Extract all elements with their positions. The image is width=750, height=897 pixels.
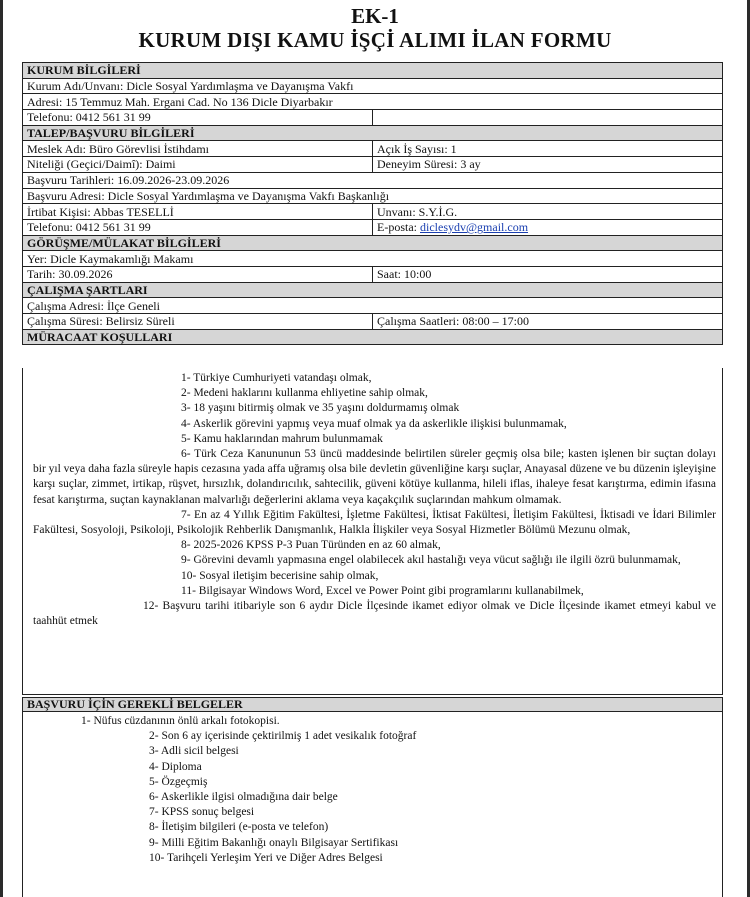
list-item: 8- 2025-2026 KPSS P-3 Puan Türünden en az 60 almak,	[181, 539, 441, 552]
info-table	[22, 62, 723, 345]
list-item: 6- Türk Ceza Kanununun 53 üncü maddesinde belirtilen süreler geçmiş olsa bile; kasten işlenen bir suçtan dolayı bir yıl veya daha fazla süreyle hapis cezasına yada affa uğramış olsa bile devletin güvenliğine karşı suçlar, Anayasal düzene ve bu düzenin işleyişine karşı suçlar, zimmet, irtikap, rüşvet, hırsızlık, dolandırıcılık, sahtecilik, güveni kötüye kullanma, hileli iflas, ihaleye fesat karıştırma, edimin ifasına fesat karıştırma, suçtan kaynaklanan malvarlığı değerlerini aklama veya kaçakçılık suçlarından mahkum olmamak.	[33, 448, 717, 506]
list-item: 11- Bilgisayar Windows Word, Excel ve Power Point gibi programlarını kullanabilmek,	[181, 584, 584, 597]
section-gorusme: GÖRÜŞME/MÜLAKAT BİLGİLERİ	[23, 235, 723, 251]
row-tarih-saat: Tarih: 30.09.2026 Saat: 10:00	[23, 266, 723, 282]
list-item: 1- Nüfus cüzdanının önlü arkalı fotokopisi.	[81, 715, 280, 727]
list-item: 7- KPSS sonuç belgesi	[149, 806, 255, 819]
list-item: 9- Görevini devamlı yapmasına engel olabilecek akıl hastalığı veya vücut sağlığı ile ilgili özrü bulunmamak,	[181, 554, 681, 567]
list-item: 6- Askerlikle ilgisi olmadığına dair belge	[149, 791, 338, 804]
list-item: 8- İletişim bilgileri (e-posta ve telefon)	[149, 821, 329, 834]
row-kurum-adi: Kurum Adı/Unvanı: Dicle Sosyal Yardımlaşma ve Dayanışma Vakfı	[23, 78, 723, 94]
list-item: 2- Son 6 ay içerisinde çektirilmiş 1 adet vesikalık fotoğraf	[149, 730, 417, 743]
form-title: KURUM DIŞI KAMU İŞÇİ ALIMI İLAN FORMU	[138, 28, 612, 52]
list-item: 12- Başvuru tarihi itibariyle son 6 aydır Dicle İlçesinde ikamet ediyor olmak ve Dicle İlçesinde ikamet etmeyi kabul ve taahhüt etmek	[33, 600, 716, 628]
list-item: 5- Kamu haklarından mahrum bulunmamak	[181, 432, 383, 445]
row-kurum-telefon: Telefonu: 0412 561 31 99	[23, 110, 723, 126]
row-nitelik: Niteliği (Geçici/Daimî): Daimi Deneyim Süresi: 3 ay	[23, 157, 723, 173]
section-calisma: ÇALIŞMA ŞARTLARI	[23, 282, 723, 298]
section-muracaat: MÜRACAAT KOŞULLARI	[23, 329, 723, 345]
section-belgeler: BAŞVURU İÇİN GEREKLİ BELGELER	[22, 697, 723, 712]
list-item: 3- 18 yaşını bitirmiş olmak ve 35 yaşını doldurmamış olmak	[181, 402, 460, 415]
row-talep-telefon: Telefonu: 0412 561 31 99 E-posta: diclesydv@gmail.com	[23, 219, 723, 235]
list-item: 3- Adli sicil belgesi	[149, 745, 239, 758]
list-item: 4- Diploma	[149, 760, 202, 773]
row-meslek: Meslek Adı: Büro Görevlisi İstihdamı Açık İş Sayısı: 1	[23, 141, 723, 157]
row-basvuru-adresi: Başvuru Adresi: Dicle Sosyal Yardımlaşma ve Dayanışma Vakfı Başkanlığı	[23, 188, 723, 204]
row-irtibat: İrtibat Kişisi: Abbas TESELLİ Unvanı: S.Y.İ.G.	[23, 204, 723, 220]
list-item: 4- Askerlik görevini yapmış veya muaf olmak ya da askerlikle ilişkisi bulunmamak,	[181, 417, 567, 430]
list-item: 5- Özgeçmiş	[149, 775, 208, 788]
list-item: 1- Türkiye Cumhuriyeti vatandaşı olmak,	[181, 372, 372, 384]
row-calisma-suresi: Çalışma Süresi: Belirsiz Süreli Çalışma Saatleri: 08:00 – 17:00	[23, 314, 723, 330]
section-talep: TALEP/BAŞVURU BİLGİLERİ	[23, 125, 723, 141]
row-basvuru-tarihleri: Başvuru Tarihleri: 16.09.2026-23.09.2026	[23, 172, 723, 188]
section-kurum: KURUM BİLGİLERİ	[23, 63, 723, 79]
row-kurum-adres: Adresi: 15 Temmuz Mah. Ergani Cad. No 136 Dicle Diyarbakır	[23, 94, 723, 110]
list-item: 9- Milli Eğitim Bakanlığı onaylı Bilgisayar Sertifikası	[149, 836, 399, 849]
gerekli-belgeler	[22, 712, 723, 897]
page-left-edge	[0, 0, 3, 897]
row-yer: Yer: Dicle Kaymakamlığı Makamı	[23, 251, 723, 267]
list-item: 2- Medeni haklarını kullanma ehliyetine sahip olmak,	[181, 387, 428, 400]
list-item: 10- Tarihçeli Yerleşim Yeri ve Diğer Adres Belgesi	[149, 851, 383, 864]
list-item: 10- Sosyal iletişim becerisine sahip olmak,	[181, 569, 379, 582]
annex-label: EK-1	[351, 4, 399, 28]
eposta-label: E-posta:	[377, 220, 420, 235]
muracaat-kosullari	[22, 368, 723, 695]
row-calisma-adresi: Çalışma Adresi: İlçe Geneli	[23, 298, 723, 314]
list-item: 7- En az 4 Yıllık Eğitim Fakültesi, İşletme Fakültesi, İktisat Fakültesi, İletişim Fakültesi, İktisadi ve İdari Bilimler Fakültesi, Sosyoloji, Psikoloji, Psikolojik Rehberlik Danışmanlık, Halkla İlişkiler veya Sosyal Hizmetler Bölümü Mezunu olmak,	[33, 508, 716, 537]
eposta-link[interactable]: diclesydv@gmail.com	[420, 220, 529, 235]
